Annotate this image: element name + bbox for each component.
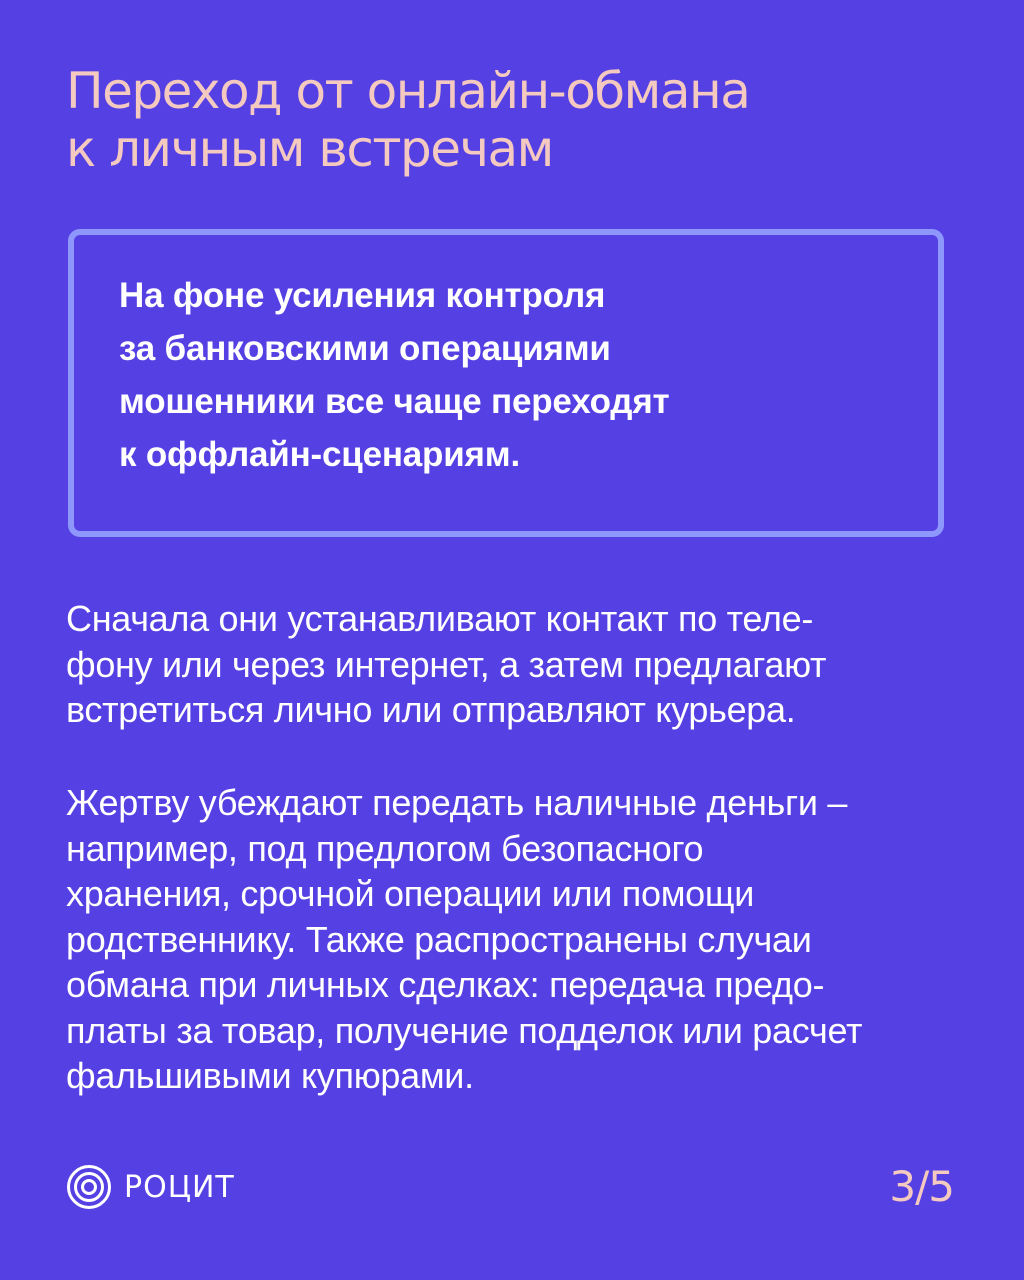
page-title [66,62,966,178]
title-line: Переход от онлайн-обмана [66,62,750,120]
callout-line: мошенники все чаще переходят [119,382,670,421]
brand-name: РОЦИТ [124,1169,235,1205]
paragraph-line: обмана при личных сделках: передача предо- [66,964,825,1005]
body-paragraph-victim [66,780,862,1099]
concentric-circles-icon [66,1164,112,1210]
page-counter: 3/5 [889,1162,954,1211]
paragraph-line: фону или через интернет, а затем предлагают [66,643,827,685]
brand-logo [66,1164,235,1210]
body-paragraph-contact [66,596,826,733]
paragraph-line: фальшивыми купюрами. [66,1055,474,1096]
title-line: к личным встречам [66,120,553,178]
callout-line: к оффлайн-сценариям. [119,435,520,474]
paragraph-line: Сначала они устанавливают контакт по теле- [66,598,814,639]
paragraph-line: хранения, срочной операции или помощи [66,873,755,914]
paragraph-line: Жертву убеждают передать наличные деньги – [66,782,848,823]
paragraph-line: платы за товар, получение подделок или расчет [66,1009,863,1051]
callout-line: На фоне усиления контроля [119,276,606,315]
paragraph-line: родственнику. Также распространены случаи [66,918,812,960]
callout-text [119,269,670,481]
paragraph-line: встретиться лично или отправляют курьера. [66,689,796,730]
callout-line: за банковскими операциями [119,329,611,368]
paragraph-line: например, под предлогом безопасного [66,827,704,869]
highlight-callout-box [68,229,944,537]
